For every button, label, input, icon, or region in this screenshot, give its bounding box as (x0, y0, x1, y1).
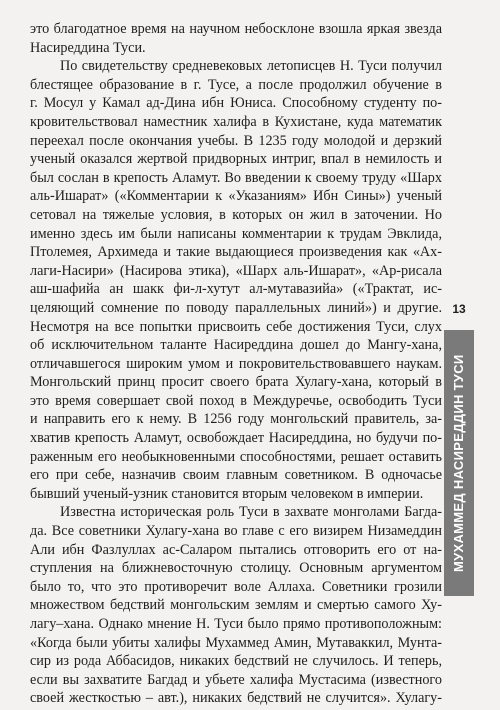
text-line: аль-Ишарат» («Комментарии к «Указаниям» Ибн Сины») ученый (30, 188, 442, 205)
text-line: целяющий сомнение по поводу параллельных линий») и другие. (30, 299, 442, 316)
text-line: множеством бедствий монгольским землям и смертью самого Ху- (30, 597, 442, 614)
text-line: своей жесткостью – авт.), никаких бедствий не случится». Хулагу- (30, 690, 442, 707)
text-line: аш-шафийа ан шакк фи-л-хутут ал-мутавазийа» («Трактат, ис- (30, 281, 442, 298)
text-line: это время совершает свой поход в Междуречье, освободить Туси (30, 392, 442, 409)
text-line: Известна историческая роль Туси в захвате монголами Багда- (60, 504, 442, 521)
text-line: именно здесь им были написаны комментарии к трудам Эвклида, (30, 225, 442, 242)
running-head: МУХАММЕД НАСИРЕДДИН ТУСИ (451, 354, 466, 572)
text-line: Несмотря на все попытки присвоить себе достижения Туси, слух (30, 318, 442, 335)
body-text (30, 20, 442, 708)
text-line: Монгольский принц просит своего брата Хулагу-хана, который в (30, 374, 442, 391)
text-line: Насиреддина Туси. (30, 39, 146, 56)
text-line: отличавшегося широким умом и покровительствовавшего наукам. (30, 355, 442, 372)
text-line: По свидетельству средневековых летописцев Н. Туси получил (60, 58, 442, 75)
text-line: об исключительном таланте Насиреддина дошел до Мангу-хана, (30, 337, 442, 354)
text-line: Али ибн Фазлуллах ас-Саларом пытались отговорить его от на- (30, 541, 442, 558)
text-line: блестящее образование в г. Тусе, а после продолжил обучение в (30, 76, 442, 93)
text-line: лаги-Насири» (Насирова этика), «Шарх аль-Ишарат», «Ар-рисала (30, 262, 442, 279)
text-line: его при себе, назначив своим главным советником. В одночасье (30, 467, 442, 484)
text-line: г. Мосул у Камал ад-Дина ибн Юниса. Способному студенту по- (30, 95, 442, 112)
paragraph (30, 57, 442, 503)
text-line: ученый оказался жертвой придворных интриг, впал в немилость и (30, 151, 442, 168)
text-line: раженным его необыкновенными способностями, решает оставить (30, 448, 442, 465)
text-line: если вы захватите Багдад и убьете халифа Мустасима (известного (30, 671, 442, 688)
text-line: хватив крепость Аламут, освобождает Насиреддина, но будучи по- (30, 430, 442, 447)
text-line: сир из рода Аббасидов, никаких бедствий не случилось. И теперь, (30, 653, 442, 670)
text-line: сетовал на тяжелые условия, в которых он жил в заточении. Но (30, 206, 442, 223)
text-line: бывший ученый-узник становится вторым человеком в империи. (30, 485, 424, 502)
text-line: и направить его к нему. В 1256 году монгольский правитель, за- (30, 411, 442, 428)
text-line: ступления на ближневосточную столицу. Основным аргументом (30, 560, 442, 577)
text-line: кровительствовал наместник халифа в Кухистане, куда математик (30, 113, 442, 130)
page-number: 13 (452, 302, 466, 316)
text-line: «Когда были убиты халифы Мухаммед Амин, Мутаваккил, Мунта- (30, 634, 442, 651)
text-line: Птолемея, Архимеда и такие выдающиеся произведения как «Ах- (30, 244, 442, 261)
text-line: это благодатное время на научном небосклоне взошла яркая звезда (30, 21, 442, 37)
paragraph (30, 20, 442, 57)
text-line: было то, что это противоречит воле Аллаха. Советники грозили (30, 578, 442, 595)
paragraph (30, 503, 442, 708)
text-line: переехал после окончания учебы. В 1235 году молодой и дерзкий (30, 132, 442, 149)
text-line: лагу–хана. Однако мнение Н. Туси было прямо противоположным: (30, 616, 442, 632)
text-line: да. Все советники Хулагу-хана во главе с его визирем Низамеддин (30, 523, 442, 540)
text-line: был сослан в крепость Аламут. Во введении к своему труду «Шарх (30, 169, 442, 186)
